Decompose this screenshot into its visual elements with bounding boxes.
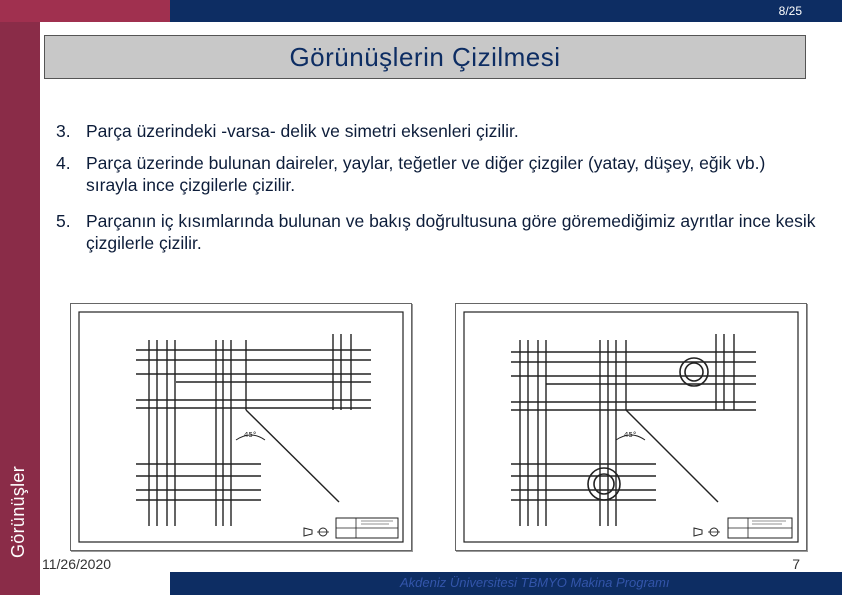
footer-caption: Akdeniz Üniversitesi TBMYO Makina Programı (400, 575, 670, 590)
page-title: Görünüşlerin Çizilmesi (289, 41, 561, 72)
item-number: 4. (56, 153, 71, 173)
technical-drawing-2 (455, 303, 807, 551)
list-item (56, 152, 816, 196)
item-text: Parçanın iç kısımlarında bulunan ve bakış doğrultusuna göre göremediğimiz ayrıtlar ince kesik çizgilerle çizilir. (86, 211, 816, 253)
footer-date: 11/26/2020 (42, 556, 112, 572)
slide-counter: 8/25 (778, 4, 802, 18)
angle-label: 45° (244, 431, 257, 439)
sidebar-label: Görünüşler (8, 465, 28, 558)
drawing-1-svg (71, 304, 411, 550)
drawing-2-svg (456, 304, 806, 550)
technical-drawing-1 (70, 303, 412, 551)
item-text: Parça üzerindeki -varsa- delik ve simetri eksenleri çizilir. (86, 121, 519, 141)
item-number: 5. (56, 211, 71, 231)
footer-left-box (40, 572, 170, 595)
title-box (44, 35, 806, 79)
angle-label: 45° (624, 431, 637, 439)
list-item (56, 120, 816, 142)
step-list (56, 120, 816, 254)
list-item (56, 210, 816, 254)
top-left-accent (0, 0, 170, 22)
footer-page-number: 7 (792, 556, 800, 572)
item-number: 3. (56, 121, 71, 141)
item-text: Parça üzerinde bulunan daireler, yaylar, teğetler ve diğer çizgiler (yatay, düşey, eğik vb.) sırayla ince çizgilerle çizilir. (86, 153, 766, 195)
